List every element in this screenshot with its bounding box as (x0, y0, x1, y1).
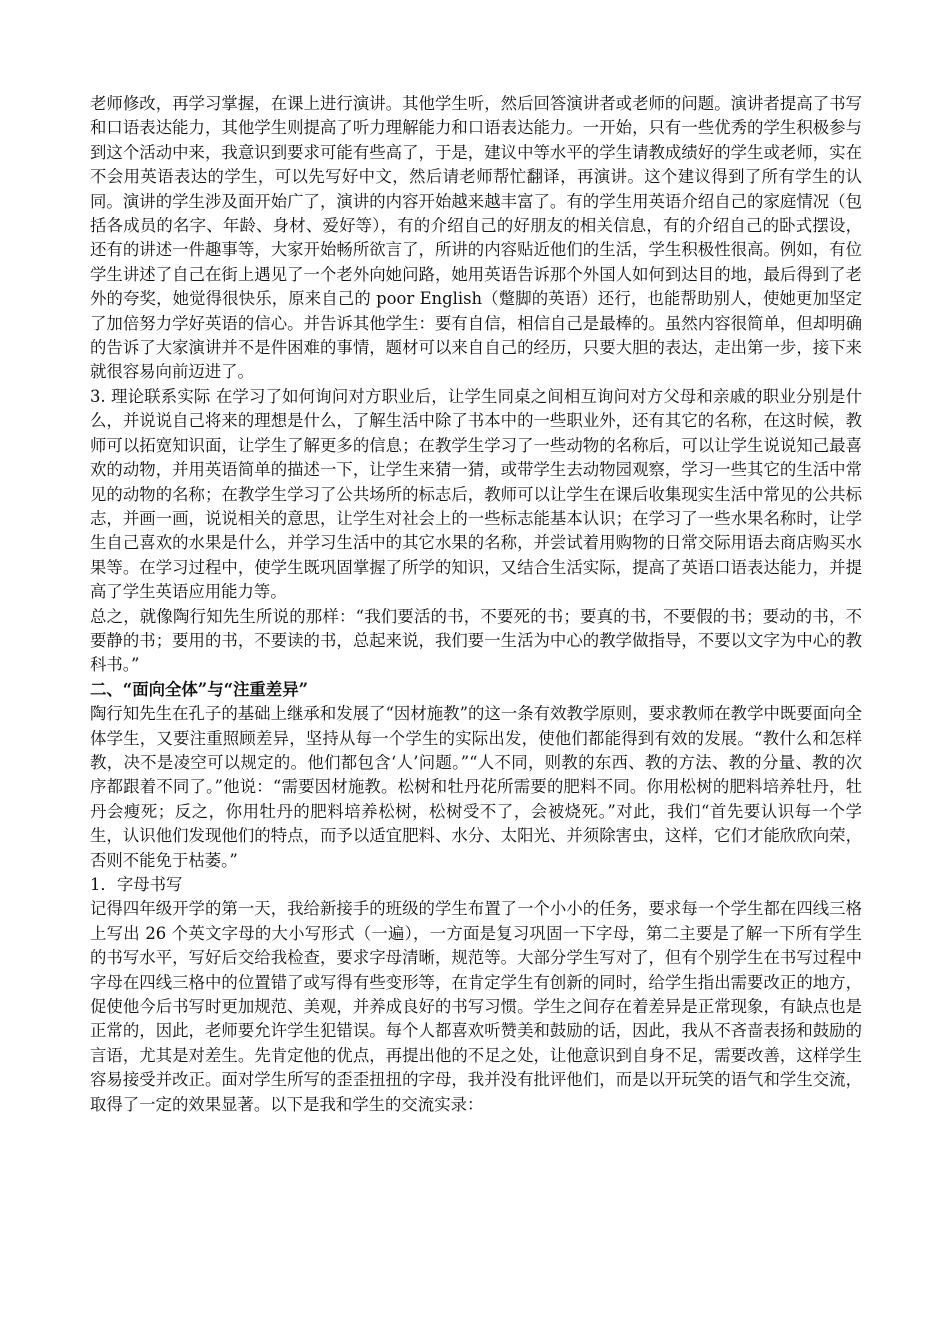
subheading-letter-writing: 1．字母书写 (90, 875, 183, 894)
paragraph-summary-quote: 总之，就像陶行知先生所说的那样：“我们要活的书，不要死的书；要真的书，不要假的书；要动的书，不要静的书；要用的书，不要读的书，总起来说，我们要一生活为中心的教学做指导，不要以文字为中心的教科书。” (90, 606, 862, 675)
paragraph-speech-activity: 老师修改，再学习掌握，在课上进行演讲。其他学生听，然后回答演讲者或老师的问题。演讲者提高了书写和口语表达能力，其他学生则提高了听力理解能力和口语表达能力。一开始，只有一些优秀的学生积极参与到这个活动中来，我意识到要求可能有些高了，于是，建议中等水平的学生请教成绩好的学生或老师，实在不会用英语表达的学生，可以先写好中文，然后请老师帮忙翻译，再演讲。这个建议得到了所有学生的认同。演讲的学生涉及面开始广了，演讲的内容开始越来越丰富了。有的学生用英语介绍自己的家庭情况（包括各成员的名字、年龄、身材、爱好等），有的介绍自己的好朋友的相关信息，有的介绍自己的卧式摆设，还有的讲述一件趣事等，大家开始畅所欲言了，所讲的内容贴近他们的生活，学生积极性很高。例如，有位学生讲述了自己在街上遇见了一个老外向她问路，她用英语告诉那个外国人如何到达目的地，最后得到了老外的夸奖，她觉得很快乐，原来自己的 poor English（蹩脚的英语）还行，也能帮助别人，使她更加坚定了加倍努力学好英语的信心。并告诉其他学生：要有自信，相信自己是最棒的。虽然内容很简单，但却明确的告诉了大家演讲并不是件困难的事情，题材可以来自自己的经历，只要大胆的表达，走出第一步，接下来就很容易向前迈进了。 (90, 94, 862, 382)
paragraph-letter-writing: 记得四年级开学的第一天，我给新接手的班级的学生布置了一个小小的任务，要求每一个学生都在四线三格上写出 26 个英文字母的大小写形式（一遍），一方面是复习巩固一下字母，第二主要是了解一下所有学生的书写水平，写好后交给我检查，要求字母清晰，规范等。大部分学生写对了，但有个别学生在书写过程中字母在四线三格中的位置错了或写得有些变形等，在肯定学生有创新的同时，给学生指出需要改正的地方，促使他今后书写时更加规范、美观，并养成良好的书写习惯。学生之间存在着差异是正常现象，有缺点也是正常的，因此，老师要允许学生犯错误。每个人都喜欢听赞美和鼓励的话，因此，我从不吝啬表扬和鼓励的言语，尤其是对差生。先肯定他的优点，再提出他的不足之处，让他意识到自身不足，需要改善，这样学生容易接受并改正。面对学生所写的歪歪扭扭的字母，我并没有批评他们，而是以开玩笑的语气和学生交流，取得了一定的效果显著。以下是我和学生的交流实录： (90, 899, 862, 1114)
section-heading: 二、“面向全体”与“注重差异” (90, 679, 309, 699)
paragraph-theory-practice: 3. 理论联系实际 在学习了如何询问对方职业后，让学生同桌之间相互询问对方父母和亲戚的职业分别是什么，并说说自己将来的理想是什么，了解生活中除了书本中的一些职业外，还有其它的名称，在这时候，教师可以拓宽知识面，让学生了解更多的信息；在教学生学习了一些动物的名称后，可以让学生说说知己最喜欢的动物，并用英语简单的描述一下，让学生来猜一猜，或带学生去动物园观察，学习一些其它的生活中常见的动物的名称；在教学生学习了公共场所的标志后，教师可以让学生在课后收集现实生活中常见的公共标志，并画一画，说说相关的意思，让学生对社会上的一些标志能基本认识；在学习了一些水果名称时，让学生自己喜欢的水果是什么，并学习生活中的其它水果的名称，并尝试着用购物的日常交际用语去商店购买水果等。在学习过程中，使学生既巩固掌握了所学的知识，又结合生活实际，提高了英语口语表达能力，并提高了学生英语应用能力等。 (90, 386, 862, 602)
document-page (90, 92, 862, 1117)
paragraph-individualized-teaching: 陶行知先生在孔子的基础上继承和发展了“因材施教”的这一条有效教学原则，要求教师在教学中既要面向全体学生，又要注重照顾差异，坚持从每一个学生的实际出发，使他们都能得到有效的发展。“教什么和怎样教，决不是凌空可以规定的。他们都包含‘人’问题。”“人不同，则教的东西、教的方法、教的分量、教的次序都跟着不同了。”他说：“需要因材施教。松树和牡丹花所需要的肥料不同。你用松树的肥料培养牡丹，牡丹会瘦死；反之，你用牡丹的肥料培养松树，松树受不了，会被烧死。”对此，我们“首先要认识每一个学生，认识他们发现他们的特点，而予以适宜肥料、水分、太阳光、并须除害虫，这样，它们才能欣欣向荣，否则不能免于枯萎。” (90, 704, 862, 870)
